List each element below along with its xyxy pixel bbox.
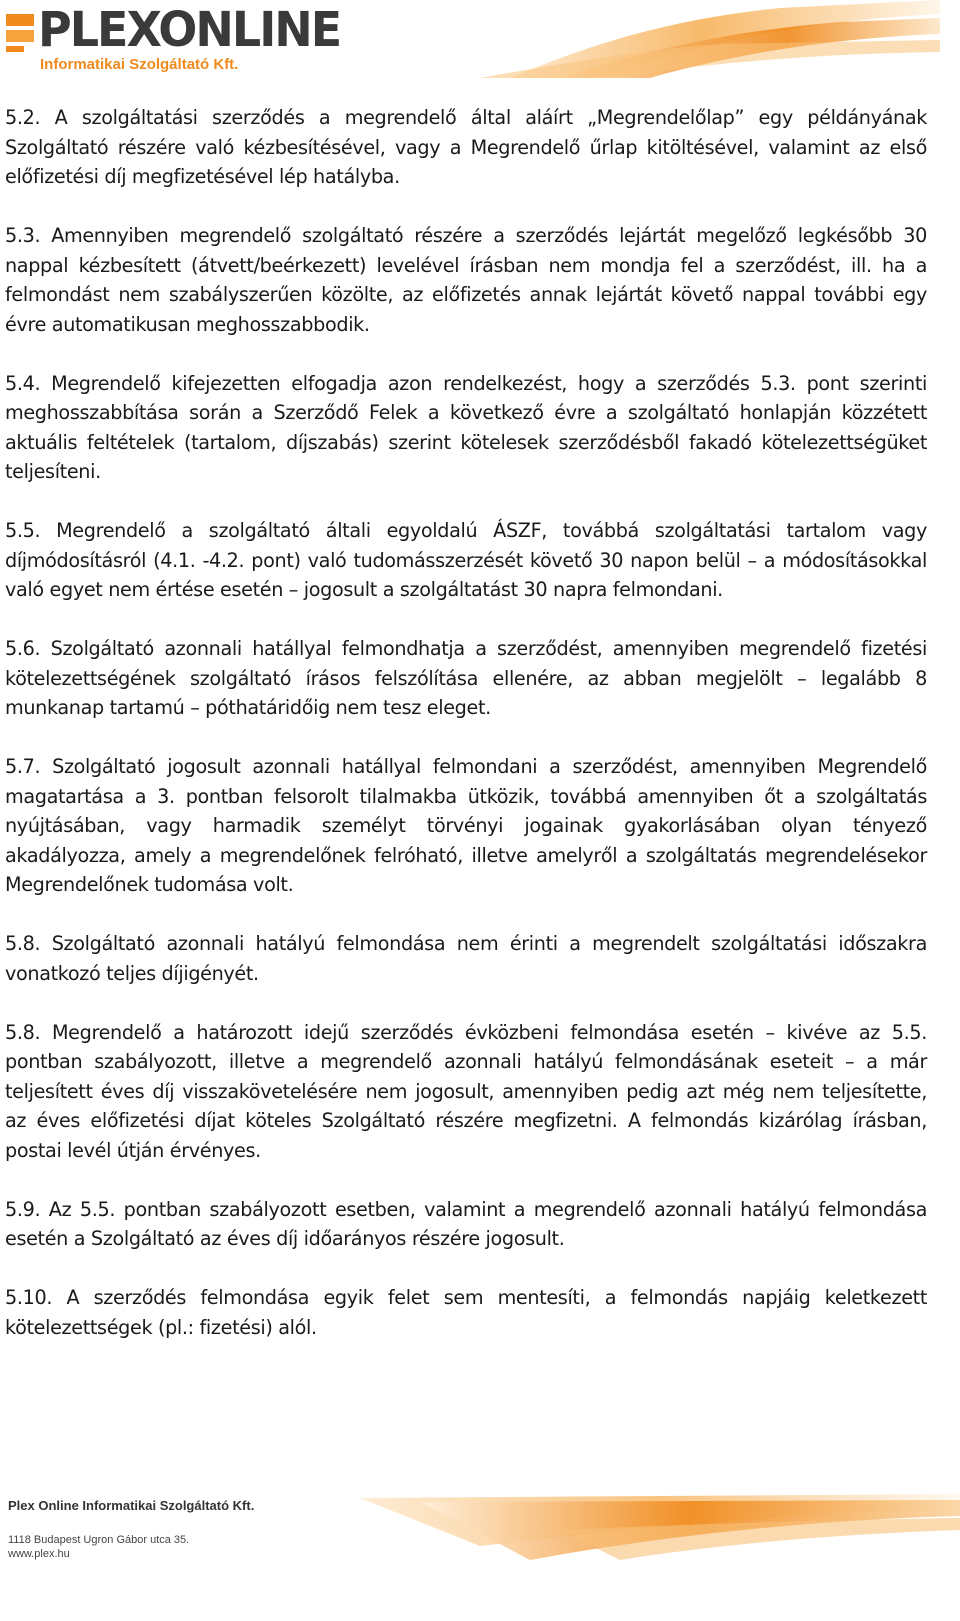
footer-address: 1118 Budapest Ugron Gábor utca 35. — [8, 1534, 190, 1546]
page-footer — [0, 1490, 960, 1621]
paragraph-5-8a: 5.8. Szolgáltató azonnali hatályú felmondása nem érinti a megrendelt szolgáltatási időszakra vonatkozó teljes díjigényét. — [5, 932, 927, 985]
paragraph-5-6: 5.6. Szolgáltató azonnali hatállyal felmondhatja a szerződést, amennyiben megrendelő fizetési kötelezettségének szolgáltató írásos felszólítása ellenére, az abban megjelölt – legalább 8 munkanap tartamú – póthatáridőig nem tesz eleget. — [5, 637, 927, 719]
paragraph-5-9: 5.9. Az 5.5. pontban szabályozott esetben, valamint a megrendelő azonnali hatályú felmondása esetén a Szolgáltató az éves díj időarányos részére jogosult. — [5, 1197, 927, 1250]
paragraph-5-10: 5.10. A szerződés felmondása egyik felet sem mentesíti, a felmondás napjáig keletkezett kötelezettségek (pl.: fizetési) alól. — [5, 1286, 927, 1339]
header-swoosh-decoration — [480, 0, 940, 80]
logo-text: PLEXONLINE — [38, 0, 341, 58]
footer-swoosh-decoration — [360, 1490, 960, 1580]
logo-mark-icon — [6, 10, 34, 50]
paragraph-5-8b: 5.8. Megrendelő a határozott idejű szerződés évközbeni felmondása esetén – kivéve az 5.5. pontban szabályozott, illetve a megrendelő azonnali hatályú felmondásának eseteit – a már teljesített éves díj visszakövetelésére nem jogosult, amennyiben pedig azt még nem teljesítette, az éves előfizetési díjat köteles Szolgáltató részére megfizetni. A felmondás kizárólag írásban, postai levél útján érvényes. — [5, 1020, 927, 1162]
paragraph-5-7: 5.7. Szolgáltató jogosult azonnali hatállyal felmondani a szerződést, amennyiben Megrendelő magatartása a 3. pontban felsorolt tilalmakba ütközik, továbbá amennyiben őt a szolgáltatás nyújtásában, vagy harmadik személyt törvényi jogainak gyakorlásában olyan tényező akadályozza, amely a megrendelőnek felróható, illetve amelyről a szolgáltatás megrendelésekor Megrendelőnek tudomása volt. — [5, 755, 927, 896]
footer-company-name: Plex Online Informatikai Szolgáltató Kft. — [8, 1498, 255, 1513]
document-body — [5, 103, 927, 1372]
paragraph-5-5: 5.5. Megrendelő a szolgáltató általi egyoldalú ÁSZF, továbbá szolgáltatási tartalom vagy díjmódosításról (4.1. -4.2. pont) való tudomásszerzését követő 30 napon belül – a módosításokkal való egyet nem értése esetén – jogosult a szolgáltatást 30 napra felmondani. — [5, 519, 927, 601]
paragraph-5-3: 5.3. Amennyiben megrendelő szolgáltató részére a szerződés lejártát megelőző legkésőbb 30 nappal kézbesített (átvett/beérkezett) levelével írásban nem mondja fel a szerződést, ill. ha a felmondást nem szabályszerűen közölte, az előfizetés annak lejártát követő nappal további egy évre automatikusan meghosszabbodik. — [5, 224, 927, 336]
footer-website: www.plex.hu — [8, 1548, 70, 1560]
paragraph-5-4: 5.4. Megrendelő kifejezetten elfogadja azon rendelkezést, hogy a szerződés 5.3. pont szerinti meghosszabbítása során a Szerződő Felek a következő évre a szolgáltató honlapján közzétett aktuális feltételek (tartalom, díjszabás) szerint kötelesek szerződésből fakadó kötelezettségüket teljesíteni. — [5, 371, 927, 483]
logo-subtitle: Informatikai Szolgáltató Kft. — [40, 56, 239, 73]
paragraph-5-2: 5.2. A szolgáltatási szerződés a megrendelő által aláírt „Megrendelőlap” egy példányának Szolgáltató részére való kézbesítésével, vagy a Megrendelő űrlap kitöltésével, valamint az első előfizetési díj megfizetésével lép hatályba. — [5, 106, 927, 188]
page-header — [0, 0, 960, 80]
